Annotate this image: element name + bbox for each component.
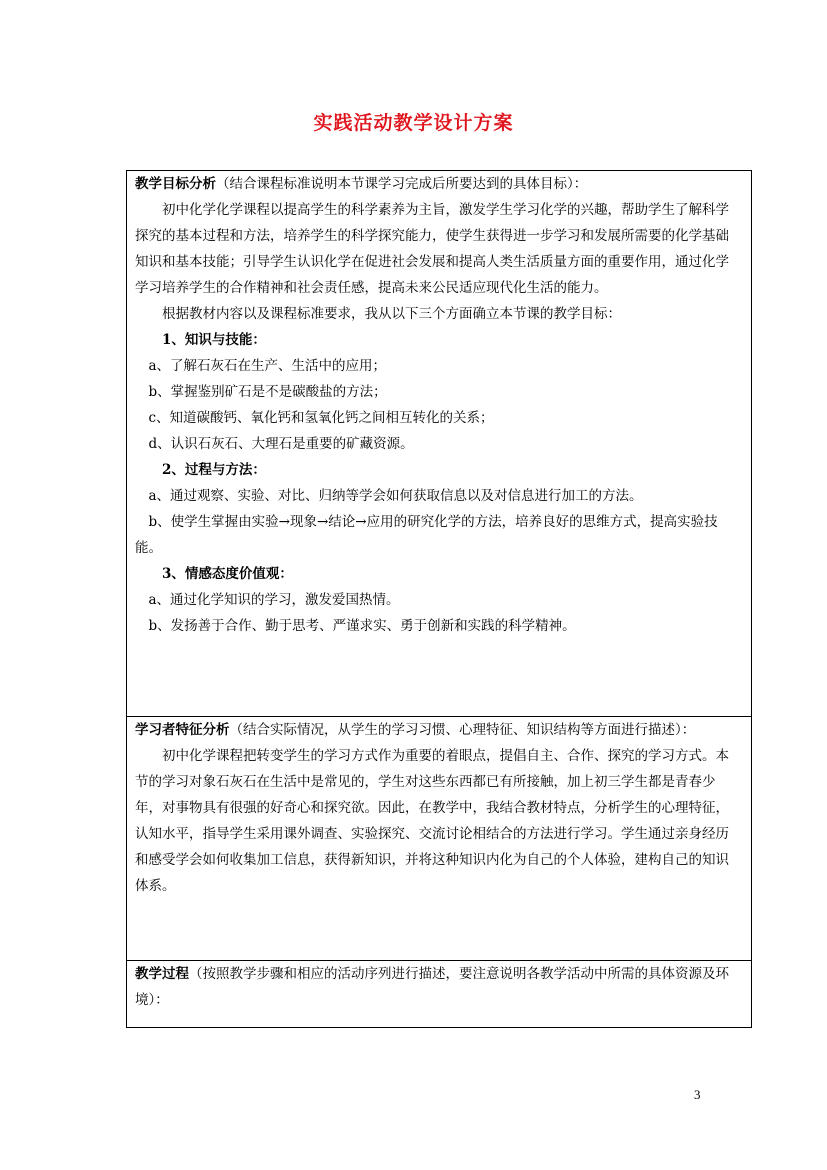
list-item: a、通过化学知识的学习，激发爱国热情。 — [148, 592, 400, 608]
section-heading: 学习者特征分析 — [135, 722, 230, 738]
section-teaching-objectives — [127, 171, 752, 717]
list-item: b、发扬善于合作、勤于思考、严谨求实、勇于创新和实践的科学精神。 — [148, 618, 576, 634]
list-item: a、了解石灰石在生产、生活中的应用； — [148, 358, 387, 374]
section-note: （结合课程标准说明本节课学习完成后所要达到的具体目标）： — [216, 176, 588, 192]
section-heading-line — [135, 171, 741, 197]
section-heading: 教学目标分析 — [135, 176, 216, 192]
section-heading: 教学过程 — [135, 966, 189, 982]
section-learner-analysis — [127, 717, 752, 961]
list-item: b、使学生掌握由实验→现象→结论→应用的研究化学的方法，培养良好的思维方式，提高实验技能。 — [135, 514, 718, 556]
design-table — [126, 170, 752, 1028]
document-title: 实践活动教学设计方案 — [313, 112, 514, 134]
list-item: d、认识石灰石、大理石是重要的矿藏资源。 — [148, 436, 414, 452]
subheading-attitude-values: 3、情感态度价值观： — [162, 566, 293, 582]
section-note: （结合实际情况，从学生的学习习惯、心理特征、知识结构等方面进行描述）： — [229, 722, 696, 738]
section-teaching-process — [127, 961, 752, 1028]
page-number: 3 — [694, 1087, 701, 1102]
section-heading-line — [135, 717, 741, 743]
subheading-knowledge-skills: 1、知识与技能： — [162, 332, 266, 348]
section-teaching-objectives-cell — [127, 171, 752, 717]
paragraph: 初中化学化学课程以提高学生的科学素养为主旨，激发学生学习化学的兴趣，帮助学生了解科学探究的基本过程和方法，培养学生的科学探究能力，使学生获得进一步学习和发展所需要的化学基础知识和基本技能；引导学生认识化学在促进社会发展和提高人类生活质量方面的重要作用，通过化学学习培养学生的合作精神和社会责任感，提高未来公民适应现代化生活的能力。 — [135, 202, 729, 296]
section-teaching-process-cell — [127, 961, 752, 1028]
section-learner-analysis-cell — [127, 717, 752, 961]
section-note: （按照教学步骤和相应的活动序列进行描述，要注意说明各教学活动中所需的具体资源及环境）： — [135, 966, 729, 1008]
list-item: c、知道碳酸钙、氧化钙和氢氧化钙之间相互转化的关系； — [148, 410, 494, 426]
list-item: a、通过观察、实验、对比、归纳等学会如何获取信息以及对信息进行加工的方法。 — [148, 488, 643, 504]
subheading-process-method: 2、过程与方法： — [162, 462, 266, 478]
list-item: b、掌握鉴别矿石是不是碳酸盐的方法； — [148, 384, 387, 400]
paragraph: 根据教材内容以及课程标准要求，我从以下三个方面确立本节课的教学目标： — [162, 306, 621, 322]
section-heading-line — [135, 961, 741, 1013]
paragraph: 初中化学课程把转变学生的学习方式作为重要的着眼点，提倡自主、合作、探究的学习方式。本节的学习对象石灰石在生活中是常见的，学生对这些东西都已有所接触，加上初三学生都是青春少年，对事物具有很强的好奇心和探究欲。因此，在教学中，我结合教材特点，分析学生的心理特征，认知水平，指导学生采用课外调查、实验探究、交流讨论相结合的方法进行学习。学生通过亲身经历和感受学会如何收集加工信息，获得新知识，并将这种知识内化为自己的个人体验，建构自己的知识体系。 — [135, 748, 729, 894]
